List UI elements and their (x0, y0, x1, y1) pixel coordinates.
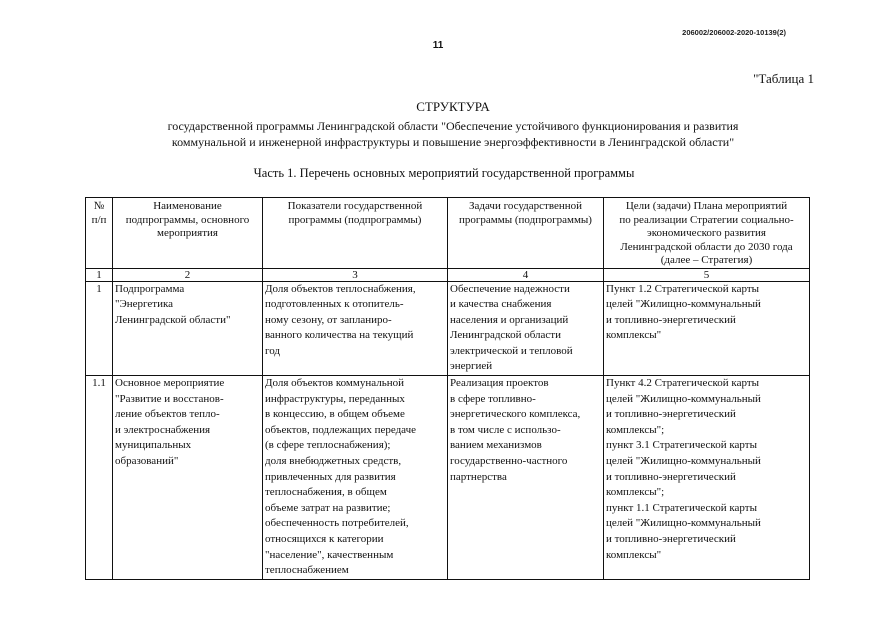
row-indicators (263, 376, 448, 580)
cell-line: мероприятия (157, 227, 218, 239)
row-indicators (263, 281, 448, 376)
cell-line: Задачи государственной (469, 200, 582, 212)
cell-line: (далее – Стратегия) (660, 254, 753, 266)
cell-line: электрической и тепловой (450, 344, 573, 357)
cell-line: объеме затрат на развитие; (265, 501, 391, 514)
cell-line: энергией (450, 360, 493, 373)
structure-table (85, 197, 810, 580)
row-tasks (448, 281, 604, 376)
cell-line: ванного количества на текущий (265, 329, 414, 342)
cell-line: целей "Жилищно-коммунальный (606, 455, 761, 468)
cell-line: Ленинградской области (450, 329, 561, 342)
cell-line: теплоснабжения, в общем (265, 486, 387, 499)
column-number-row (86, 268, 810, 281)
header-number (86, 198, 113, 269)
cell-line: доля внебюджетных средств, (265, 455, 402, 468)
cell-line: образований" (115, 455, 179, 468)
cell-line: относящихся к категории (265, 533, 384, 545)
cell-line: "Энергетика (115, 298, 174, 311)
row-goals (604, 376, 810, 580)
cell-line: комплексы"; (606, 423, 665, 436)
header-tasks (448, 198, 604, 269)
cell-line: целей "Жилищно-коммунальный (606, 517, 761, 530)
cell-line: пункт 1.1 Стратегической карты (606, 501, 757, 514)
cell-line: объектов, подлежащих передаче (265, 423, 417, 436)
row-number: 1.1 (86, 376, 113, 580)
cell-line: Доля объектов коммунальной (265, 377, 404, 390)
cell-line: Доля объектов теплоснабжения, (265, 282, 416, 295)
cell-line: государственно-частного (450, 455, 568, 468)
cell-line: в сфере топливно- (450, 392, 536, 405)
cell-line: Наименование (153, 200, 222, 212)
table-label: "Таблица 1 (753, 71, 814, 86)
document-title: СТРУКТУРА (416, 99, 490, 114)
cell-line: и топливно-энергетический (606, 408, 736, 421)
cell-line: привлеченных для развития (265, 470, 396, 483)
cell-line: Пункт 1.2 Стратегической карты (606, 282, 760, 295)
cell-line: ление объектов тепло- (115, 408, 220, 421)
row-goals (604, 281, 810, 376)
row-number: 1 (86, 281, 113, 376)
cell-line: программы (подпрограммы) (288, 213, 422, 226)
cell-line: пункт 3.1 Стратегической карты (606, 439, 757, 452)
cell-line: населения и организаций (450, 313, 569, 326)
cell-line: обеспеченность потребителей, (265, 517, 409, 530)
column-number: 1 (86, 268, 113, 281)
cell-line: п/п (91, 213, 107, 226)
cell-line: Обеспечение надежности (450, 282, 570, 295)
cell-line: партнерства (450, 470, 507, 483)
cell-line: и топливно-энергетический (606, 313, 736, 326)
cell-line: Показатели государственной (287, 200, 423, 212)
subtitle-line: государственной программы Ленинградской области "Обеспечение устойчивого функционирования и развития (167, 119, 739, 133)
page-number: 11 (432, 40, 444, 51)
cell-line: Подпрограмма (115, 282, 185, 295)
subtitle-line: коммунальной и инженерной инфраструктуры и повышение энергоэффективности в Ленинградской области" (171, 135, 735, 149)
row-name (113, 281, 263, 376)
cell-line: Цели (задачи) Плана мероприятий (625, 200, 788, 212)
row-name (113, 376, 263, 580)
cell-line: "население", качественным (265, 548, 394, 561)
cell-line: и топливно-энергетический (606, 470, 736, 483)
cell-line: Основное мероприятие (115, 377, 225, 390)
cell-line: и топливно-энергетический (606, 533, 736, 545)
cell-line: инфраструктуры, переданных (265, 392, 405, 405)
cell-line: комплексы"; (606, 486, 665, 499)
cell-line: Ленинградской области" (115, 313, 231, 326)
row-tasks (448, 376, 604, 580)
header-goals (604, 198, 810, 269)
cell-line: комплексы" (606, 329, 662, 342)
document-number: 206002/206002-2020-10139(2) (682, 28, 786, 37)
cell-line: в том числе с использо- (450, 423, 561, 436)
cell-line: ванием механизмов (450, 439, 542, 452)
cell-line: экономического развития (647, 227, 766, 239)
cell-line: Ленинградской области до 2030 года (620, 240, 793, 253)
part-heading: Часть 1. Перечень основных мероприятий государственной программы (253, 166, 635, 180)
cell-line: № (93, 200, 105, 212)
cell-line: программы (подпрограммы) (459, 213, 592, 226)
cell-line: год (265, 344, 281, 357)
cell-line: целей "Жилищно-коммунальный (606, 392, 761, 405)
cell-line: ному сезону, от запланиро- (265, 313, 392, 326)
header-name (113, 198, 263, 269)
table-row (86, 376, 810, 580)
cell-line: целей "Жилищно-коммунальный (606, 298, 761, 311)
cell-line: по реализации Стратегии социально- (619, 213, 794, 226)
cell-line: Реализация проектов (450, 377, 549, 390)
cell-line: в концессию, в общем объеме (265, 408, 405, 421)
cell-line: подпрограммы, основного (125, 213, 250, 226)
cell-line: подготовленных к отопитель- (265, 298, 404, 311)
table-row (86, 281, 810, 376)
column-number: 3 (263, 268, 448, 281)
cell-line: энергетического комплекса, (450, 408, 581, 421)
cell-line: и электроснабжения (115, 423, 211, 436)
cell-line: (в сфере теплоснабжения); (265, 439, 391, 452)
cell-line: теплоснабжением (265, 564, 349, 577)
column-number: 5 (604, 268, 810, 281)
header-row (86, 198, 810, 269)
cell-line: "Развитие и восстанов- (115, 392, 224, 405)
cell-line: и качества снабжения (450, 298, 552, 311)
document-subtitle (0, 118, 876, 150)
cell-line: комплексы" (606, 548, 662, 561)
column-number: 4 (448, 268, 604, 281)
cell-line: Пункт 4.2 Стратегической карты (606, 377, 760, 390)
header-indicators (263, 198, 448, 269)
cell-line: муниципальных (115, 439, 192, 452)
column-number: 2 (113, 268, 263, 281)
